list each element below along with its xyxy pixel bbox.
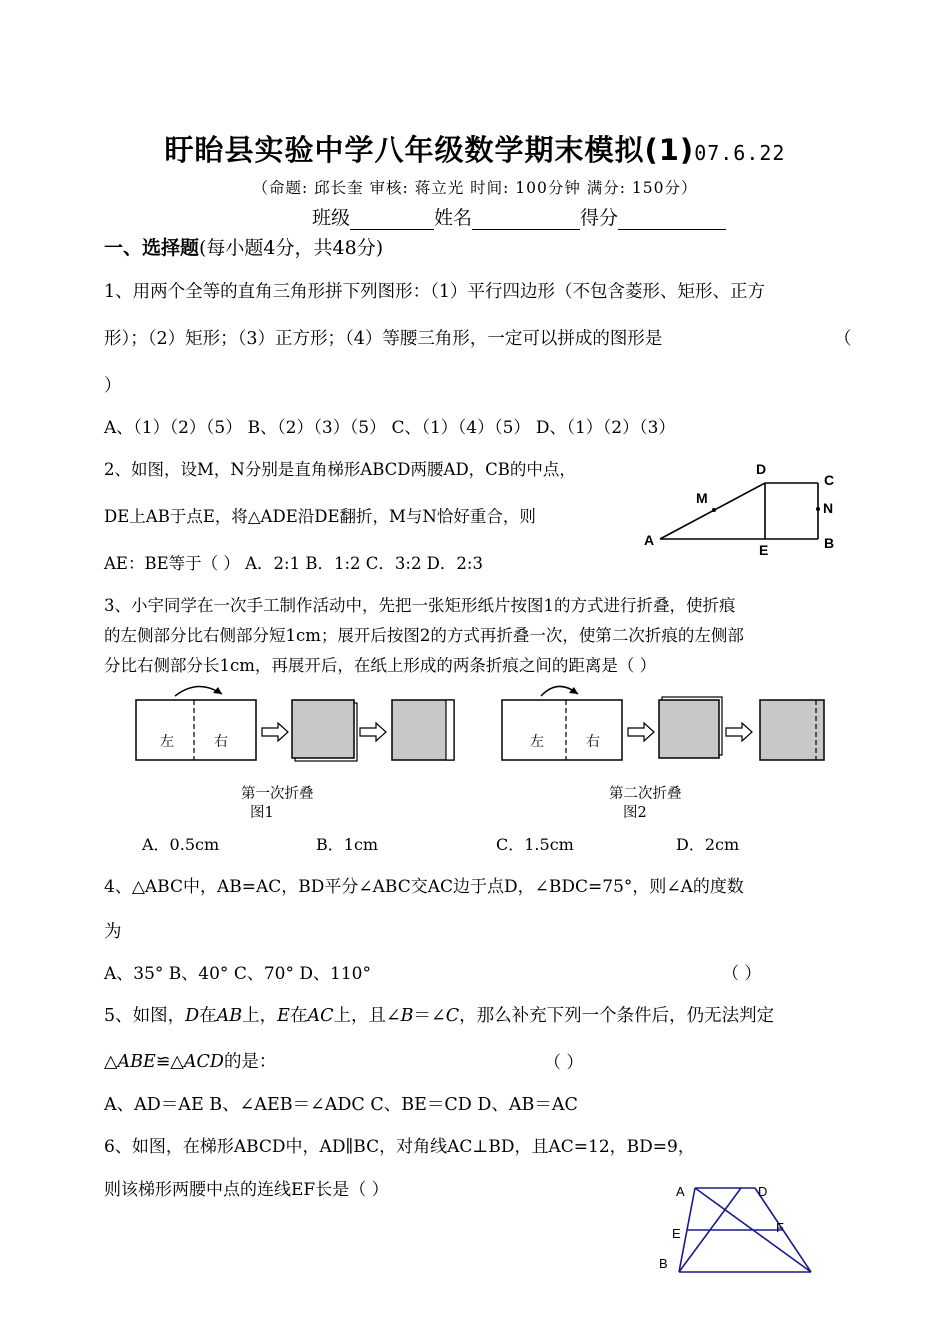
q1-line1: 1、用两个全等的直角三角形拼下列图形：（1）平行四边形（不包含菱形、矩形、正方	[104, 282, 766, 302]
class-blank[interactable]	[350, 209, 434, 230]
q4-paren: （ ）	[722, 964, 762, 984]
q5-paren: （ ）	[544, 1053, 584, 1073]
arrow-right-icon	[628, 723, 654, 741]
score-label: 得分	[580, 207, 619, 229]
q4-line2: 为	[104, 922, 122, 942]
fig1-label: 图1	[250, 805, 274, 821]
title-date: 07.6.22	[694, 141, 786, 165]
q3-line2: 的左侧部分比右侧部分短1cm；展开后按图2的方式再折叠一次，使第二次折痕的左侧部	[104, 626, 744, 645]
section-note: (每小题4分，共48分)	[199, 237, 384, 259]
section-title: 一、选择题	[104, 237, 200, 259]
fig2-label: 图2	[623, 805, 647, 821]
q1-line2: 形）；（2）矩形；（3）正方形；（4）等腰三角形，一定可以拼成的图形是	[104, 329, 663, 349]
q3-option-a: A．0.5cm	[142, 835, 220, 854]
q3-option-d: D．2cm	[676, 835, 740, 854]
q6-line1: 6、如图，在梯形ABCD中，AD∥BC，对角线AC⊥BD，且AC=12，BD=9，	[104, 1137, 695, 1157]
q5-options: A、AD＝AE B、∠AEB＝∠ADC C、BE＝CD D、AB＝AC	[104, 1095, 578, 1115]
name-blank[interactable]	[472, 209, 580, 230]
q2-label-e: E	[759, 542, 769, 558]
left-label: 左	[530, 733, 544, 749]
q2-label-a: A	[644, 532, 655, 548]
q6-label-e: E	[672, 1226, 681, 1241]
q5-line2: △ABE≌△ACD的是：	[104, 1052, 277, 1072]
q3-fold-figure-1	[130, 680, 470, 770]
q3-option-c: C．1.5cm	[496, 835, 574, 854]
folded-paper	[659, 700, 719, 758]
q6-label-b: B	[659, 1256, 668, 1271]
arrow-right-icon	[360, 723, 386, 741]
unfolded-paper	[760, 700, 824, 760]
q2-label-m: M	[696, 490, 708, 506]
q4-line1: 4、△ABC中，AB=AC，BD平分∠ABC交AC边于点D，∠BDC=75°，则∠A的度数	[104, 877, 744, 897]
unfolded-paper	[392, 700, 454, 760]
q2-label-b: B	[824, 535, 835, 551]
q2-label-d: D	[756, 461, 767, 477]
student-info-line	[312, 203, 726, 230]
q2-label-n: N	[823, 500, 834, 516]
q3-line1: 3、小宇同学在一次手工制作活动中，先把一张矩形纸片按图1的方式进行折叠，使折痕	[104, 596, 736, 615]
name-label: 姓名	[434, 207, 473, 229]
q2-line2: DE上AB于点E，将△ADE沿DE翻折，M与N恰好重合，则	[104, 507, 536, 526]
q3-line3: 分比右侧部分长1cm，再展开后，在纸上形成的两条折痕之间的距离是（ ）	[104, 656, 657, 675]
q6-label-a: A	[676, 1184, 685, 1199]
q6-line2: 则该梯形两腰中点的连线EF长是（ ）	[104, 1180, 389, 1200]
q1-options: A、（1）（2）（5） B、（2）（3）（5） C、（1）（4）（5） D、（1）（2）（3）	[104, 418, 676, 438]
exam-info: （命题: 邱长奎 审核: 蒋立光 时间: 100分钟 满分: 150分）	[252, 179, 698, 197]
q5-line1: 5、如图，D在AB上，E在AC上，且∠B＝∠C，那么补充下列一个条件后，仍无法判定	[104, 1006, 775, 1026]
q3-option-b: B．1cm	[316, 835, 379, 854]
arrow-right-icon	[726, 723, 752, 741]
paper-sheet	[502, 700, 622, 760]
right-label: 右	[586, 733, 600, 749]
q6-label-d: D	[758, 1184, 768, 1199]
q1-paren-close: ）	[104, 376, 122, 396]
q3-fold-figure-2	[496, 680, 836, 770]
score-blank[interactable]	[618, 209, 726, 230]
fig2-caption: 第二次折叠	[609, 786, 682, 802]
section-heading	[104, 233, 383, 260]
q2-point-n	[816, 507, 820, 511]
q2-line3: AE：BE等于（ ） A．2:1 B．1:2 C．3:2 D．2:3	[104, 554, 483, 573]
q2-label-c: C	[824, 472, 835, 488]
q2-line1: 2、如图，设M，N分别是直角梯形ABCD两腰AD，CB的中点，	[104, 460, 576, 479]
title-text: 盱眙县实验中学八年级数学期末模拟(1)	[164, 133, 695, 167]
folded-paper	[292, 700, 354, 758]
paper-sheet	[136, 700, 256, 760]
arrow-right-icon	[262, 723, 288, 741]
left-label: 左	[160, 733, 174, 749]
page-title	[0, 128, 950, 169]
q6-label-f: F	[776, 1220, 784, 1235]
q2-point-m	[712, 508, 716, 512]
q4-options: A、35° B、40° C、70° D、110°	[104, 964, 371, 984]
fig1-caption: 第一次折叠	[241, 786, 314, 802]
q6-trapezoid-figure	[655, 1178, 830, 1283]
q2-trapezoid-figure	[640, 455, 840, 565]
q1-paren-open: （	[834, 329, 852, 349]
class-label: 班级	[312, 207, 351, 229]
right-label: 右	[214, 733, 228, 749]
